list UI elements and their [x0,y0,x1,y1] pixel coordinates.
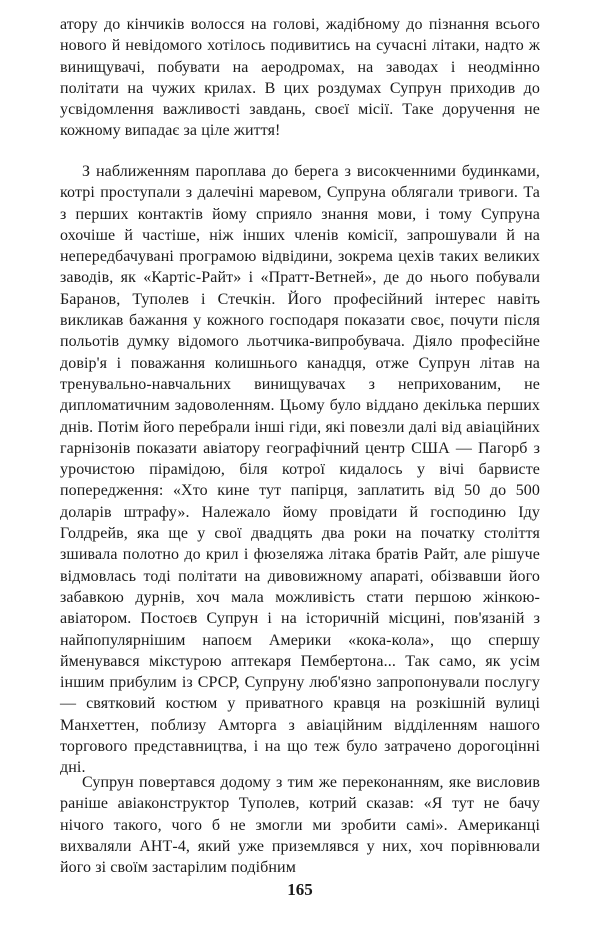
page-number: 165 [287,880,313,899]
paragraph-text: З наближенням пароплава до берега з високченними будинками, котрі проступали з далечіні маревом, Супруна облягали тривоги. Та з перших контактів йому сприяло знання мови, і тому Супруна охочіше й частіше, ніж інших членів комісії, запрошували й на непередбачувані програмою відвідини, зокрема цехів таких великих заводів, як «Картіс-Райт» і «Пратт-Ветней», де до нього побували Баранов, Туполев і Стечкін. Його професійний інтерес навіть викликав бажання у кожного господаря показати своє, почути після польотів думку відомого льотчика-випробувача. Діяло професійне довір'я і поважання колишнього канадця, отже Супрун літав на тренувально-навчальних винищувачах з неприхованим, не дипломатичним задоволенням. Цьому було віддано декілька перших днів. Потім його перебрали інші гіди, які повезли далі від авіаційних гарнізонів показати авіатору географічний центр США — Пагорб з урочистою пірамідою, біля котрої кидалось у вічі барвисте попередження: «Хто кине тут папірця, заплатить від 50 до 500 доларів штрафу». Належало йому провідати й господиню Іду Голдрейв, яка ще у свої двадцять два роки на початку століття зшивала полотно до крил і фюзеляжа літака братів Райт, але рішуче відмовлась тоді політати на дивовижному апараті, обізвавши його забавкою дурнів, хоч мала можливість стати першою жінкою-авіатором. Постоєв Супрун і на історичній місцині, пов'язаній з найпопулярнішим напоєм Америки «кока-кола», що спершу йменувався мікстурою аптекаря Пембертона... Так само, як усім іншим прибулим із СРСР, Супруну люб'язно запропонували послугу — святковий костюм у приватного кравця на розкішній вулиці Манхеттен, поблизу Амторга з авіаційним відділенням нашого торгового представництва, і на що теж було затрачено дорогоцінні дні. [60,163,540,777]
paragraph-text: атору до кінчиків волосся на голові, жадібному до пізнання всього нового й невідомого хотілось подивитись на сучасні літаки, надто ж винищувачі, побувати на аеродромах, на заводах і неодмінно політати на чужих крилах. В цих роздумах Супрун приходив до усвідомлення важливості завдань, своєї місії. Таке доручення не кожному випадає за ціле життя! [60,16,540,140]
paragraph-1 [60,14,540,142]
paragraph-3 [60,772,540,878]
paragraph-text: Супрун повертався додому з тим же переконанням, яке висловив раніше авіаконструктор Туполев, котрий сказав: «Я тут не бачу нічого такого, чого б не змогли ми зробити самі». Американці вихваляли АНТ-4, який уже приземлявся у них, хоч порівнювали його зі своїм застарілим подібним [60,774,540,877]
paragraph-2 [60,161,540,779]
